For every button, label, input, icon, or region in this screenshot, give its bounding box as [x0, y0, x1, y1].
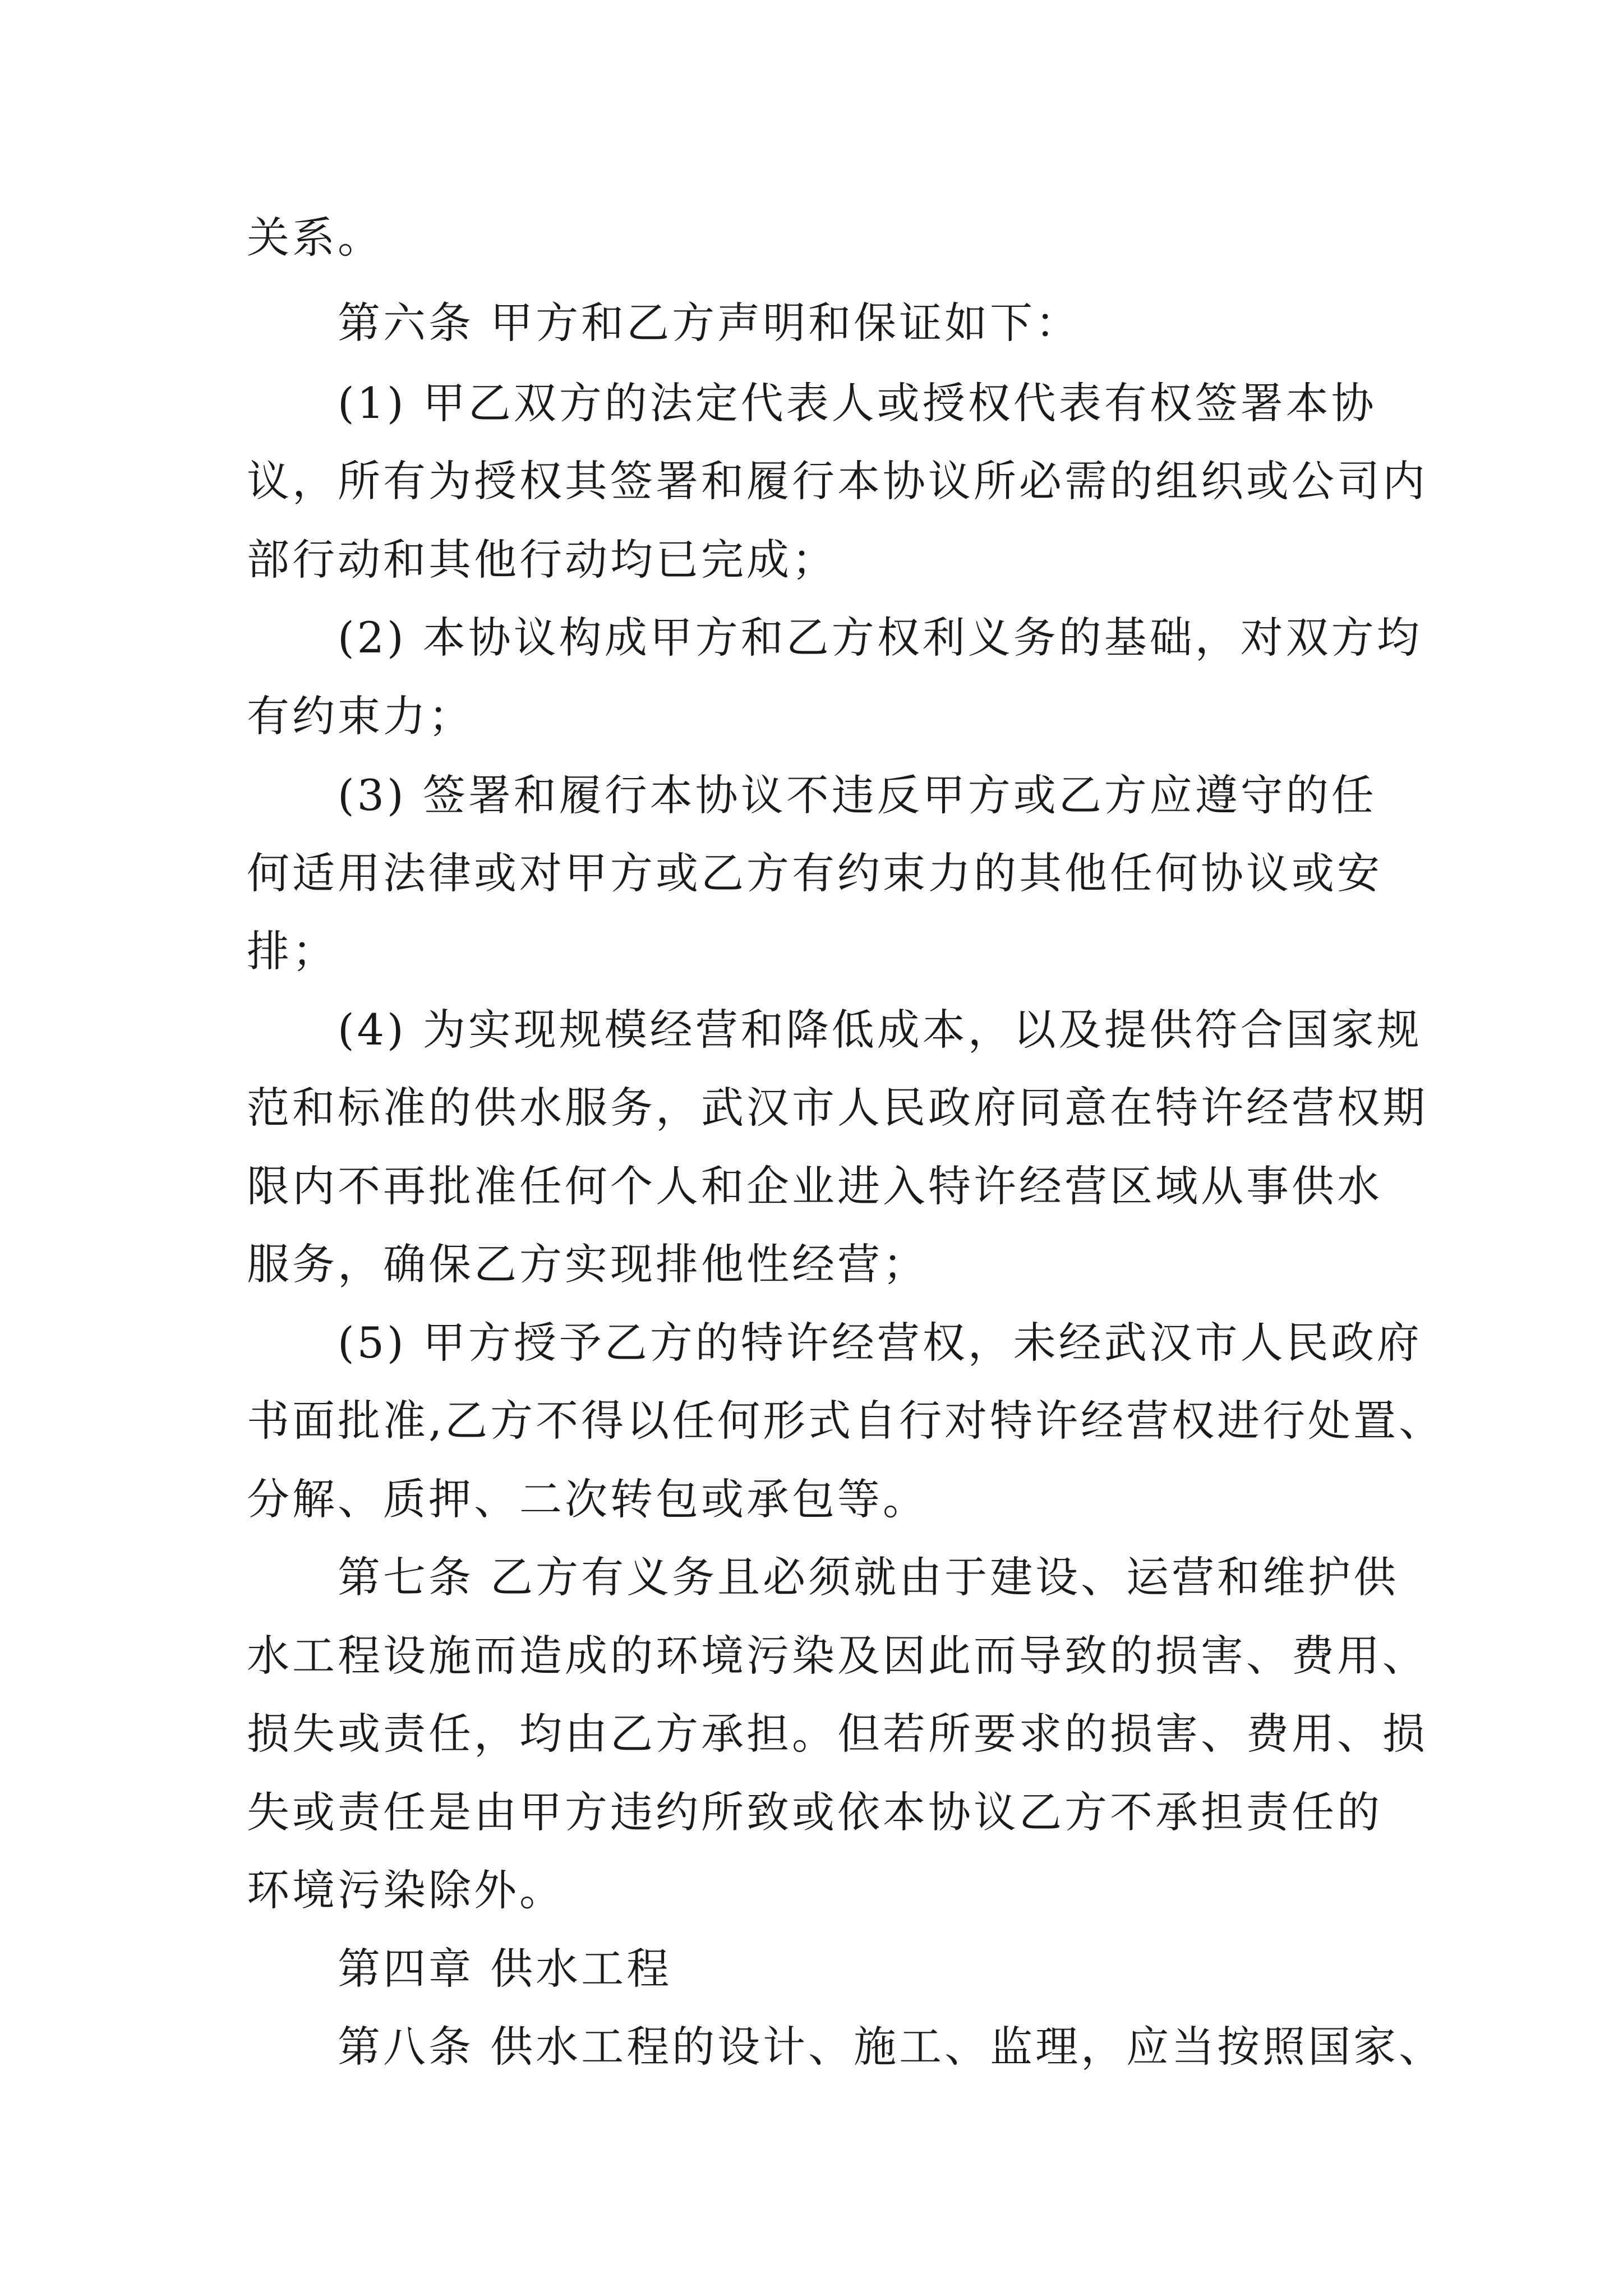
- text-line: 排；: [247, 926, 338, 976]
- text-line: 环境污染除外。: [247, 1865, 565, 1915]
- text-line: 第六条 甲方和乙方声明和保证如下：: [338, 298, 1081, 348]
- text-line: 有约束力；: [247, 691, 474, 741]
- text-line: 范和标准的供水服务，武汉市人民政府同意在特许经营权期: [247, 1083, 1428, 1133]
- text-line: 第七条 乙方有义务且必须就由于建设、运营和维护供: [338, 1552, 1399, 1602]
- text-line: (2) 本协议构成甲方和乙方权利义务的基础，对双方均: [338, 613, 1422, 662]
- text-line: 何适用法律或对甲方或乙方有约束力的其他任何协议或安: [247, 848, 1382, 898]
- text-line: 书面批准,乙方不得以任何形式自行对特许经营权进行处置、: [247, 1396, 1445, 1446]
- text-line: 水工程设施而造成的环境污染及因此而导致的损害、费用、: [247, 1631, 1428, 1681]
- text-line: 关系。: [247, 213, 383, 263]
- chapter-heading: 第四章 供水工程: [338, 1944, 672, 1994]
- text-line: (1) 甲乙双方的法定代表人或授权代表有权签署本协: [338, 378, 1377, 428]
- text-line: (5) 甲方授予乙方的特许经营权，未经武汉市人民政府: [338, 1318, 1422, 1368]
- text-line: (3) 签署和履行本协议不违反甲方或乙方应遵守的任: [338, 770, 1377, 820]
- text-line: (4) 为实现规模经营和降低成本，以及提供符合国家规: [338, 1005, 1422, 1055]
- text-line: 限内不再批准任何个人和企业进入特许经营区域从事供水: [247, 1161, 1382, 1211]
- text-line: 失或责任是由甲方违约所致或依本协议乙方不承担责任的: [247, 1787, 1382, 1837]
- text-line: 服务，确保乙方实现排他性经营；: [247, 1239, 928, 1289]
- text-line: 议，所有为授权其签署和履行本协议所必需的组织或公司内: [247, 456, 1428, 506]
- text-line: 第八条 供水工程的设计、施工、监理，应当按照国家、: [338, 2022, 1445, 2072]
- text-line: 损失或责任，均由乙方承担。但若所要求的损害、费用、损: [247, 1709, 1428, 1759]
- text-line: 部行动和其他行动均已完成；: [247, 535, 837, 585]
- text-line: 分解、质押、二次转包或承包等。: [247, 1474, 928, 1524]
